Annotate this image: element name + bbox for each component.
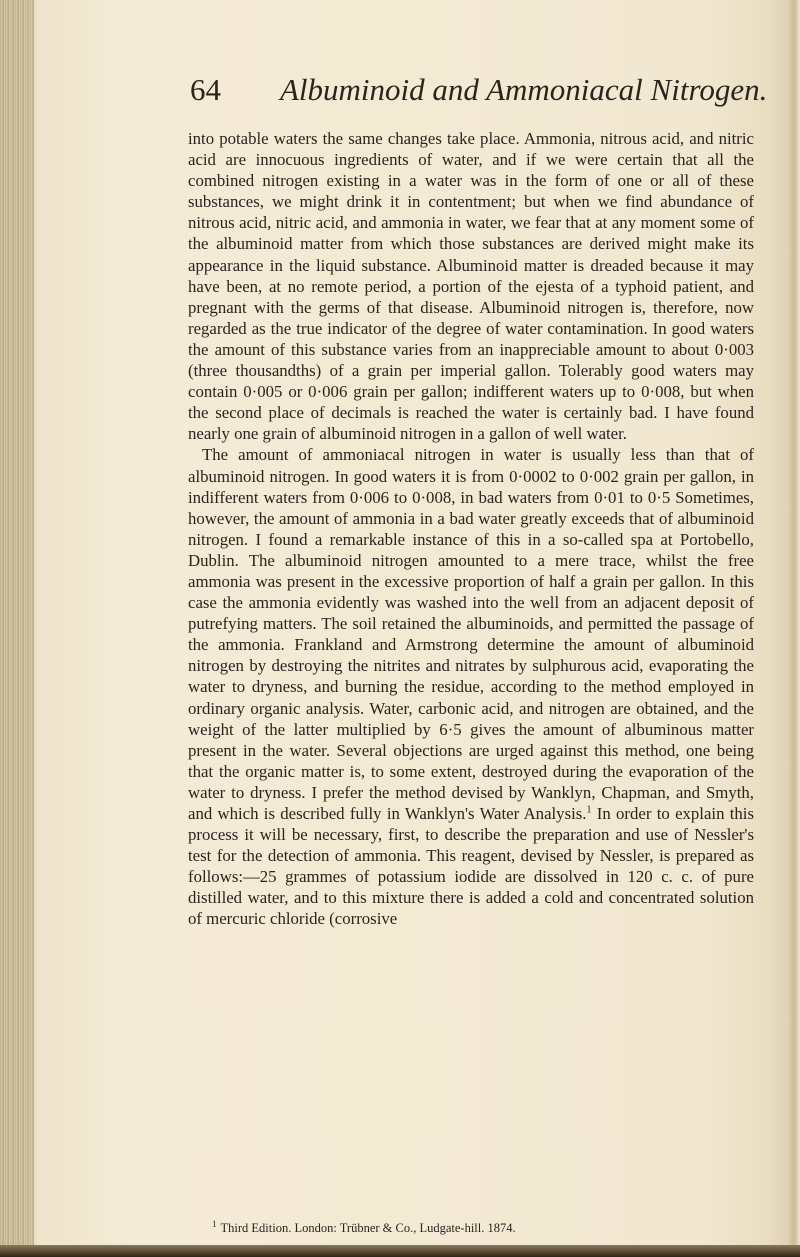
footnote-marker: 1 [212, 1219, 217, 1229]
paragraph-1: into potable waters the same changes take place. Ammonia, nitrous acid, and nitric acid are innocuous ingredients of water, and if we were certain that all the combined nitrogen existing in a water was in the form of one or all of these substances, we might drink it in contentment; but when we find abundance of nitrous acid, nitric acid, and ammonia in water, we fear that at any moment some of the albuminoid matter from which those substances are derived might make its appearance in the liquid substance. Albuminoid matter is dreaded because it may have been, at no remote period, a portion of the ejesta of a typhoid patient, and pregnant with the germs of that disease. Albuminoid nitrogen is, therefore, now regarded as the true indicator of the degree of water contamination. In good waters the amount of this substance varies from an inappreciable amount to about 0·003 (three thousandths) of a grain per imperial gallon. Tolerably good waters may contain 0·005 or 0·006 grain per gallon; indifferent waters up to 0·008, but when the second place of decimals is reached the water is certainly bad. I have found nearly one grain of albuminoid nitrogen in a gallon of well water. [188, 129, 754, 444]
body-text [188, 128, 754, 930]
running-title: Albuminoid and Ammoniacal Nitrogen. [280, 72, 768, 107]
paragraph-2-tail: In order to explain this process it will be necessary, first, to describe the preparation and use of Nessler's test for the detection of ammonia. This reagent, devised by Nessler, is prepared as follows:—25 grammes of potassium iodide are dissolved in 120 c. c. of pure distilled water, and to this mixture there is added a cold and concentrated solution of mercuric chloride (corrosive [188, 804, 754, 929]
paragraph-2-main: The amount of ammoniacal nitrogen in water is usually less than that of albuminoid nitrogen. In good waters it is from 0·0002 to 0·002 grain per gallon, in indifferent waters from 0·006 to 0·008, in bad waters from 0·01 to 0·5 Sometimes, however, the amount of ammonia in a bad water greatly exceeds that of albuminoid nitrogen. I found a remarkable instance of this in a so-called spa at Portobello, Dublin. The albuminoid nitrogen amounted to a mere trace, whilst the free ammonia was present in the excessive proportion of half a grain per gallon. In this case the ammonia evidently was washed into the well from an adjacent deposit of putrefying matters. The soil retained the albuminoids, and permitted the passage of the ammonia. Frankland and Armstrong determine the amount of albuminoid nitrogen by destroying the nitrites and nitrates by sulphurous acid, evaporating the water to dryness, and burning the residue, according to the method employed in ordinary organic analysis. Water, carbonic acid, and nitrogen are obtained, and the weight of the latter multiplied by 6·5 gives the amount of albuminous matter present in the water. Several objections are urged against this method, one being that the organic matter is, to some extent, destroyed during the evaporation of the water to dryness. I prefer the method devised by Wanklyn, Chapman, and Smyth, and which is described fully in Wanklyn's Water Analysis. [188, 445, 754, 823]
footnote [212, 1219, 752, 1236]
footnote-text: Third Edition. London: Trübner & Co., Ludgate-hill. 1874. [220, 1221, 516, 1236]
page-right-edge [786, 0, 800, 1257]
footnote-reference: 1 [586, 804, 592, 816]
page-bottom-edge [0, 1245, 800, 1257]
page-binding-edge [0, 0, 34, 1257]
page-header [190, 72, 768, 122]
page-number: 64 [190, 72, 221, 107]
paragraph-2 [188, 444, 754, 929]
